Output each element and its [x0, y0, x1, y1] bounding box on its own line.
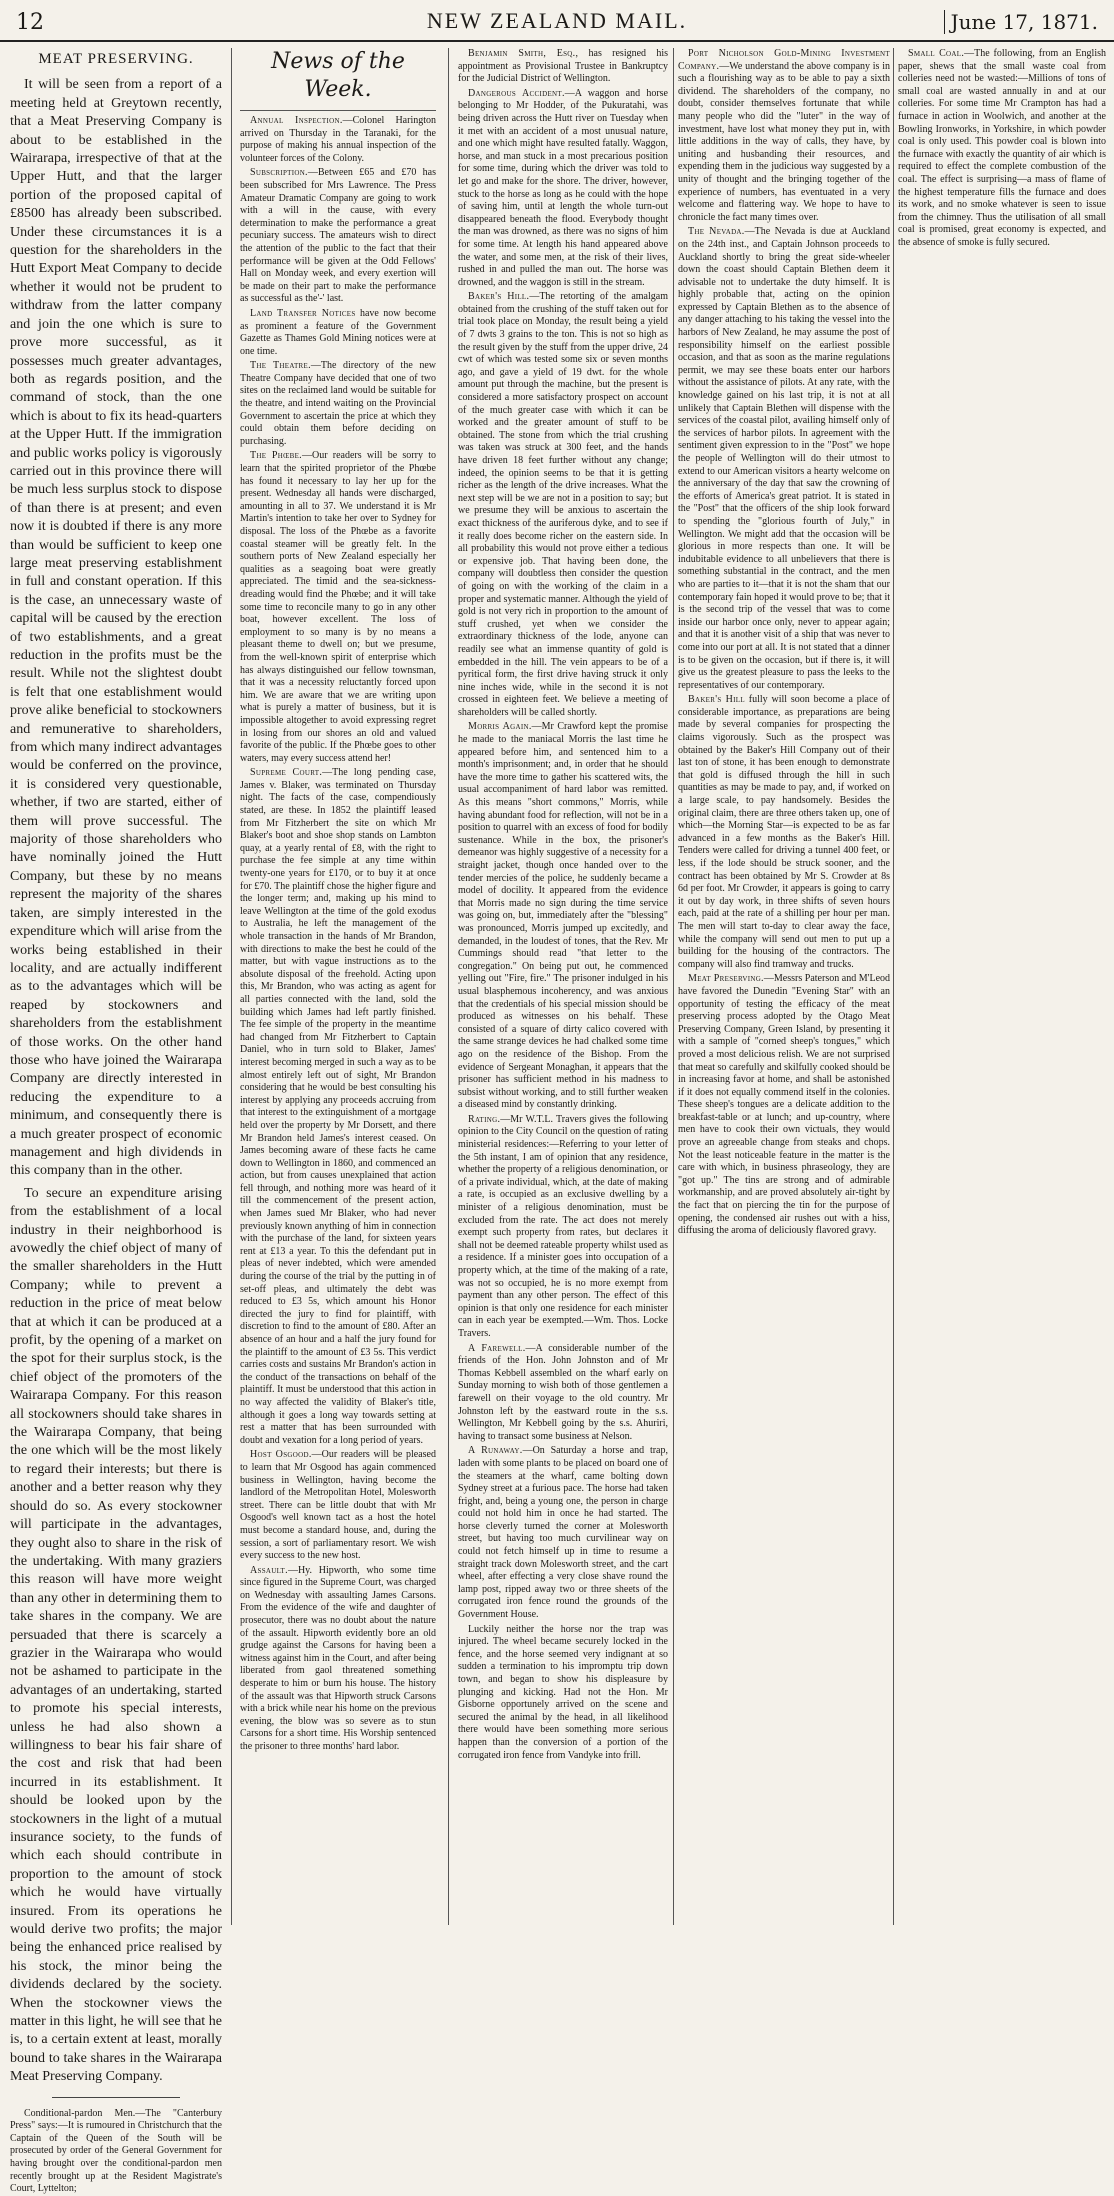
news-item [458, 1624, 668, 1763]
news-item-title: Assault. [250, 1564, 288, 1576]
news-item-title: Baker's Hill [688, 694, 745, 706]
news-item-title: Rating. [468, 1113, 501, 1125]
news-column-2 [458, 48, 668, 1925]
news-item-body: —The long pending case, James v. Blaker, was terminated on Thursday night. The facts of the case, compendiously stated, are these. In 1852 the plaintiff leased from Mr Fitzherbert the site on which Mr Blaker's boot and shoe shop stands on Lambton quay, at a yearly rental of £8, with the right to purchase the fee simple at any time within twenty-one years for £170, or to buy it at once for £70. The plaintiff chose the higher figure and the longer term; and, making up his mind to leave Wellington at the time of the gold exodus to Australia, he left the management of the whole transaction in the hands of Mr Brandon, with directions to make the best he could of the matter, but with vague instructions as to the absolute disposal of the freehold. Acting upon this, Mr Brandon, who was acting as agent for all parties connected with the land, sold the building which James had left partly finished. The fee simple of the property in the meantime had changed from Mr Fitzherbert to Captain Daniel, who in turn sold to Blaker, James' interest becoming merged in such a way as to be almost entirely left out of sight, Mr Brandon considering that he would be best consulting his interest by applying any proceeds accruing from that interest to the extinguishment of a mortgage held over the property by Mr Dorsett, and there Mr Brandon held James's interest ceased. On James becoming aware of these facts he came down to Wellington in 1860, and commenced an action, but from causes unexplained that action fell through, and nothing more was heard of it till the commencement of the present action, when James sued Mr Blaker, who had never previously known anything of him in connection with the purchase of the land, for sixteen years rent at £13 a year. To this the defendant put in pleas of never indebted, which were amended during the course of the trial by the putting in of set-off pleas, and ultimately the debt was reduced to £3 5s, which amount his Honor directed the jury to find for plaintiff, with discretion to find to the amount of £80. After an absence of an hour and a half the jury found for the plaintiff to the amount of £3 5s. This verdict carries costs and sustains Mr Brandon's action in the conduct of the transactions on behalf of the plaintiff. It must be understood that this action in no way affected the validity of Blaker's title, although it goes a long way towards setting at rest a matter that has been surrounded with doubt and vexation for a long period of years. [240, 767, 436, 1446]
news-item-body: —On Saturday a horse and trap, laden with some plants to be placed on board one of the steamers at the wharf, came bolting down Sydney street at a furious pace. The horse had taken fright, and, being a young one, the person in charge could not hold him in once he had started. The horse cleverly turned the corner at Molesworth street, but having too much curvilinear way on could not fetch himself up in time to resume a straight track down Molesworth street, and the cart wheel, after effecting a very close shave round the lamp post, ripped away two or three sheets of the corrugated iron fence round the grounds of the Government House. [458, 1445, 668, 1621]
news-item [240, 450, 436, 765]
news-item [898, 48, 1106, 250]
news-item-title: Land Transfer Notices [250, 307, 356, 319]
news-item [678, 694, 890, 971]
news-of-the-week-banner: News of the Week. [240, 48, 436, 111]
news-item [678, 48, 890, 224]
news-item-body: —Colonel Harington arrived on Thursday in the Taranaki, for the purpose of making his annual inspection of the volunteer forces of the Colony. [240, 115, 437, 164]
news-item-title: The Phœbe. [250, 450, 302, 462]
news-item [458, 1343, 668, 1444]
news-item-body: —The Nevada is due at Auckland on the 24th inst., and Captain Johnson proceeds to Auckland shortly to bring the great side-wheeler down the coast should Captain Blethen deem it advisable not to undertake the duty himself. It is highly probable that, acting on the opinion expressed by Captain Blethen as to the absence of any danger attaching to his taking the vessel into the harbors of New Zealand, he may assume the post of responsibility himself on the earliest possible occasion, and that as soon as the marine regulations permit, we may see these boats enter our harbors without the assistance of pilots. At any rate, with the knowledge gained on his last trip, it is not at all unlikely that Captain Blethen will dispense with the services of the coastal pilot, availing himself only of the services of harbor pilots. In agreement with the sentiment given expression to in the "Post" we hope the people of Wellington will do their utmost to extend to our American visitors a hearty welcome on the anniversary of the day that saw the crowning of the efforts of America's great patriot. It is stated in the "Post" that the officers of the ship look forward to spending the "glorious fourth of July," in Wellington. We might add that the occasion will be glorious in more respects than one. It will be indubitable evidence to all unbelievers that there is something substantial in the contract, and the men who are parties to it—that it is not the sham that our contemporary fain hoped it would prove to be; that it is the second trip of the vessel that was to come inside our harbor once only, never to appear again; and that it is another visit of a ship that was never to come into our port at all. It is not stated that a dinner is to be given on the occasion, but if there is, it will give us the greatest pleasure to pass the leeks to the representatives of our contemporary. [678, 226, 890, 691]
news-item-title: Annual Inspection. [250, 115, 343, 126]
date-text: June 17, 1871. [944, 10, 1098, 34]
news-item [678, 226, 890, 692]
conditional-pardon-item: Conditional-pardon Men.—The "Canterbury Press" says:—It is rumoured in Christchurch that the Captain of the Queen of the South will be prosecuted by order of the General Government for having brought over the conditional-pardon men recently brought up at the Resident Magistrate's Court, Lyttelton; [10, 2107, 222, 2195]
news-item-body: —A waggon and horse belonging to Mr Hodder, of the Pukuratahi, was being driven across the Hutt river on Tuesday when it met with an accident of a most unusual nature, and one which might have resulted fatally. Waggon, horse, and man stuck in a most precarious position for some time, during which the driver was told to let go and make for the shore. The driver, however, stuck to the horse as long as he could with the hope of saving him, until at length the whole turn-out disappeared beneath the flood. Everybody thought the man was drowned, as there was no signs of him for some time. At length his hand appeared above the water, and some men, at the risk of their lives, rushed in and pulled the man out. The horse was drowned, and the waggon is still in the stream. [458, 87, 668, 288]
article-heading: MEAT PRESERVING. [38, 51, 194, 67]
news-item-body: have now become as prominent a feature of the Government Gazette as Thames Gold Mining notices were at one time. [240, 307, 436, 357]
masthead [0, 0, 1114, 42]
news-item-title: Host Osgood. [250, 1449, 312, 1461]
news-column-4 [898, 48, 1106, 1925]
news-item-title: Meat Preserving. [688, 973, 764, 985]
news-item-body: —The following, from an English paper, shews that the small waste coal from colleries need not be wasted:—Millions of tons of small coal are wasted annually in and at our colleries. For some time Mr Crampton has had a furnace in action in Woolwich, and another at the Bowling Ironworks, in Yorkshire, in which powder coal is only used. This powder coal is blown into the furnace with exactly the quantity of air which is required to effect the complete combustion of the coal. The effect is surprising—a mass of flame of the highest temperature fills the furnace and does its work, and no smoke whatever is seen to issue from the chimney. Thus the utilisation of all small coal is promised, great economy is expected, and the absence of smoke is fully secured. [898, 48, 1106, 248]
news-item [240, 360, 436, 448]
column-rule [448, 48, 449, 1925]
news-item [240, 767, 436, 1447]
article-paragraph: It will be seen from a report of a meeting held at Greytown recently, that a Meat Preserving Company is about to be established in the Wairarapa, irrespective of that at the Upper Hutt, and that the larger portion of the proposed capital of £8500 has already been subscribed. Under these circumstances it is a question for the shareholders in the Hutt Export Meat Company to decide whether it would not be prudent to withdraw from the latter company and join the one which is sure to prove more successful, as it possesses much greater advantages, both as regards position, and the command of stock, than the one which is about to fix its head-quarters at the Upper Hutt. If the immigration and public works policy is vigorously carried out in this province there will be much less surplus stock to dispose of than there is at present; and even now it is doubted if there is any more than would be sufficient to keep one large meat preserving establishment in full and constant operation. If this is the case, an unnecessary waste of capital will be caused by the erection of two establishments, and a great reduction in the profits must be the result. While not the slightest doubt is felt that one establishment would prove alike beneficial to stockowners and remunerative to shareholders, from which many indirect advantages would be conferred on the province, it is considered very questionable, whether, if two are started, either of them will prove successful. The majority of those shareholders who have nominally joined the Hutt Company, but these by no means represent the majority of the shares taken, are simply interested in the expenditure which will arise from the works being established in their locality, and are actually indifferent as to the advantages which will be reaped by stockowners and shareholders from the establishment of those works. On the other hand those who have joined the Wairarapa Company are directly interested in reducing the expenditure to a minimum, and consequently there is a much greater prospect of economic management and high dividends in this company than in the other. [10, 77, 222, 1179]
news-item-title: The Nevada. [688, 226, 745, 238]
news-item-body: —Our readers will be sorry to learn that the spirited proprietor of the Phœbe has found it necessary to lay her up for the present. Wednesday all hands were discharged, amounting in all to 37. We understand it is Mr Martin's intention to take her over to Sydney for disposal. The loss of the Phœbe as a favorite coastal steamer will be greatly felt. In the southern ports of New Zealand especially her qualities as a seagoing boat were greatly appreciated. The timid and the sea-sickness-dreading would find the Phœbe; and it will take some time to reconcile many to go in any other boat, however excellent. The loss of employment to so many is by no means a pleasant theme to dwell on; but we presume, from the well-known spirit of enterprise which has always distinguished our fellow townsman, that it was a necessity reluctantly forced upon him. We are aware that we are writing upon what is purely a matter of business, but it is impossible altogether to avoid expressing regret in losing from our shores an old and valued favorite of the public. If the Phœbe goes to other waters, may every success attend her! [240, 450, 436, 764]
news-item-title: Supreme Court. [250, 767, 323, 779]
news-item-title: Port Nicholson Gold-Mining Investment Company. [678, 48, 890, 72]
news-item-body: —The directory of the new Theatre Company have decided that one of two sites on the reclaimed land would be suitable for the theatre, and intend waiting on the Provincial Government to ascertain the price at which they could obtain them before deciding on purchasing. [240, 360, 436, 447]
news-item-title: A Farewell. [468, 1342, 526, 1354]
page-number: 12 [16, 10, 44, 35]
news-item [458, 88, 668, 290]
article-paragraph: To secure an expenditure arising from the establishment of a local industry in their neighborhood is avowedly the chief object of many of the smaller shareholders in the Hutt Company; while to prevent a reduction in the price of meat below that at which it can be produced at a profit, by the opening of a market on the spot for their surplus stock, is the chief object of the promoters of the Wairarapa Company. For this reason all stockowners should take shares in the Wairarapa Company, that being the one which will be the most likely to regard their interests; but there is another and a better reason why they should do so. As every stockowner will participate in the advantages, they ought also to share in the risk of the undertaking. With many graziers this reason will have more weight than any other in determining them to take shares in the company. We are persuaded that there is scarcely a grazier in the Wairarapa who would not be ashamed to participate in the advantages of an undertaking, started to promote his special interests, unless he had also shown a willingness to bear his fair share of the cost and risk that had been incurred in its establishment. It should be looked upon by the stockowners in the light of a mutual insurance society, to the funds of which each should contribute in proportion to the amount of stock which he would have virtually insured. From its operations he would derive two profits; the major being the enhanced price realised by his stock, the minor being the dividends declared by the society. When the stockowner views the matter in this light, he will see that he is, to a certain extent at least, morally bound to take shares in the Wairarapa Meat Preserving Company. [10, 1185, 222, 2085]
column-rule [893, 48, 894, 1925]
news-item [458, 48, 668, 86]
news-item-title: Baker's Hill. [468, 291, 530, 303]
publication-date [944, 10, 1098, 34]
news-item-body: —Messrs Paterson and M'Leod have favored the Dunedin "Evening Star" with an opportunity of testing the efficacy of the meat preserving process adopted by the Otago Meat Preserving Company, Green Island, by presenting it with a sample of "corned sheep's tongues," which proved a most delicious relish. We are not surprised that meat so carefully and skilfully cooked should be in increasing favor at home, and shall be astonished if it does not equally commend itself in the colonies. These sheep's tongues are a delicate addition to the breakfast-table or at lunch; and up-country, where men have to cook their own victuals, they would prove an agreeable change from steaks and chops. Not the least noticeable feature in the matter is the care with which, in business phraseology, they are "got up." The tins are strong and of admirable workmanship, and are proved absolutely air-tight by the fact that on piercing the tin for the purpose of opening, the condensed air rushes out with a hiss, diffusing the aroma of deliciously flavored gravy. [678, 973, 891, 1237]
news-column-3 [678, 48, 890, 1925]
news-item [240, 115, 436, 165]
news-item [240, 308, 436, 358]
news-item-title: The Theatre. [250, 360, 311, 372]
column-rule [231, 48, 232, 1925]
news-item-body: fully will soon become a place of considerable importance, as preparations are being made by several companies for prospecting the claims vigorously. Such as the prospect was obtained by the Baker's Hill Company out of their last ton of stone, it has been enough to demonstrate that gold is diffused through the hill in such quantities as may be made to pay, and, if worked on a large scale, to pay handsomely. Besides the original claim, there are three others taken up, one of which—the Morning Star—is expected to be as far advanced in a few months as the Baker's Hill. Tenders were called for driving a tunnel 400 feet, or less, if the lode should be struck sooner, and the contract has been obtained by Mr S. Crowder at 8s 6d per foot. Mr Crowder, it appears is going to carry it out by day work, in three shifts of seven hours each, paid at the rate of a shilling per hour per man. The men will start to-day to clear away the face, while the company will send out men to put up a building for the housing of the contractors. The company will also find tramway and trucks. [678, 694, 890, 970]
news-item [458, 1114, 668, 1341]
news-item-title: Benjamin Smith, Esq., [468, 48, 579, 59]
news-item-body: —Mr Crawford kept the promise he made to the maniacal Morris the last time he appeared before him, and sentenced him to a month's imprisonment; and, in order that he should have the more time to gather his scattered wits, the usual accompaniment of hard labor was remitted. As this means "short commons," Morris, while having abundant food for reflection, will not be in a position to quarrel with an excess of food for bodily sustenance. While in the box, the prisoner's demeanor was highly suggestive of a necessity for a straight jacket, though once handed over to the tender mercies of the police, he suddenly became a model of docility. It appeared from the evidence that Morris made no sign during the time service was going on, but, immediately after the "blessing" was pronounced, Morris jumped up excitedly, and demanded, in the loudest of tones, that the Rev. Mr Cummings should read "that letter to the congregation." On being put out, he commenced yelling out "Fire, fire." The prisoner indulged in his usual blasphemous incoherency, and was anxious that the credentials of his special mission should be produced as witnesses on his behalf. These consisted of a square of dirty calico covered with the same strange devices he had chalked some time ago on the residence of the Bishop. From the evidence of Sergeant Monaghan, it appears that the prisoner has sufficient method in his madness to subsist without working, and to still further weaken a diseased mind by constantly drinking. [458, 721, 668, 1111]
column-rule [673, 48, 674, 1925]
news-item-body: —We understand the above company is in such a flourishing way as to be able to pay a sixth dividend. The shareholders of the company, no doubt, consider themselves fortunate that while many people who did the "luter" in the way of investment, have lost what money they put in, with little additions in the way of calls, they have, by uniting and husbanding their resources, and expending them in the judicious way suggested by a unity of thought and the bringing together of the experience of numbers, has eventuated in a very welcome and flattering way. We hope to have to chronicle the fact many times over. [678, 60, 890, 223]
news-item-body: —Our readers will be pleased to learn that Mr Osgood has again commenced business in Wellington, having become the landlord of the Metropolitan Hotel, Molesworth street. There can be little doubt that with Mr Osgood's well known tact as a host the hotel must become a standard house, and, during the session, a sort of parliamentary resort. We wish every success to the new host. [240, 1449, 436, 1562]
news-item-title: Morris Again. [468, 721, 532, 733]
news-item [458, 1445, 668, 1621]
news-item [458, 291, 668, 719]
news-item-title: Small Coal. [908, 48, 965, 59]
paper-name: NEW ZEALAND MAIL. [426, 8, 688, 33]
news-item-body: —A considerable number of the friends of the Hon. John Johnston and of Mr Thomas Kebbell assembled on the wharf early on Sunday morning to wish both of those gentlemen a farewell on their voyage to the old country. Mr Johnston left by the eastward route in the s.s. Wellington, Mr Kebbell going by the s.s. Ahuriri, having to transact some business at Nelson. [458, 1342, 668, 1442]
meat-preserving-column [10, 48, 222, 2195]
news-item [678, 973, 890, 1237]
news-column-1 [240, 48, 436, 1925]
news-item-body: Luckily neither the horse nor the trap was injured. The wheel became securely locked in the fence, and the horse seemed very indignant at so sudden a termination to his impromptu trip down town, and began to show his displeasure by plunging and kicking. Had not the Hon. Mr Gisborne opportunely arrived on the scene and secured the animal by the head, in all likelihood there would have been something more serious happen than the conversion of a portion of the corrugated iron fence from Vandyke into frill. [458, 1623, 668, 1761]
news-item [240, 1565, 436, 1754]
news-item [240, 167, 436, 306]
news-item-body: —Mr W.T.L. Travers gives the following opinion to the City Council on the question of rating ministerial residences:—Referring to your letter of the 5th instant, I am of opinion that any residence, whether the property of a religious denomination, or of a private individual, which, at the date of making a rate, is occupied as an exclusive dwelling by a minister of a religious denomination, must be excluded from the rate. The act does not merely exempt such property from rates, but declares it shall not be deemed rateable property whilst used as a residence. If a minister goes into occupation of a property which, at the time of the making of a rate, was not so occupied, he is no more exempt from payment than any other person. The effect of this opinion is that only one residence for each minister can in each year be exempted.—Wm. Thos. Locke Travers. [458, 1113, 668, 1339]
news-item-title: A Runaway. [468, 1445, 523, 1457]
divider [52, 2097, 179, 2098]
news-item-title: Dangerous Accident. [468, 87, 565, 99]
news-item [240, 1449, 436, 1562]
news-item-title: Subscription. [250, 167, 308, 179]
news-item-body: —Between £65 and £70 has been subscribed for Mrs Lawrence. The Press Amateur Dramatic Company are going to work with a will in the cause, with every determination to make the performance a great pecuniary success. The amateurs wish to direct the attention of the public to the fact that their performance will be given at the Odd Fellows' Hall on Monday week, and every exertion will be made on their part to make the performance as successful as the'-' last. [240, 167, 436, 305]
news-item [458, 721, 668, 1111]
news-item-body: —Hy. Hipworth, who some time since figured in the Supreme Court, was charged on Wednesday with assaulting James Carsons. From the evidence of the wife and daughter of prosecutor, there was no doubt about the nature of the assault. Hipworth evidently bore an old grudge against the Carsons for having been a witness against him in the Court, and after being liberated from gaol threatened something desperate to him or burn his house. The history of the assault was that Hipworth struck Carsons with a brick while near his home on the previous evening, the blow was so severe as to stun Carsons for a short time. His Worship sentenced the prisoner to three months' hard labor. [240, 1564, 436, 1752]
news-item-body: —The retorting of the amalgam obtained from the crushing of the stuff taken out for trial took place on Monday, the result being a yield of 7 dwts 3 grains to the ton. This is not so high as the result given by the stuff from the upper drive, 24 cwt of which was tested some six or seven months ago, and gave a yield of 19 dwt. for the whole amount put through the machine, but the present is considered a more satisfactory prospect on account of the much greater case with which it can be worked and the greater amount of stuff to be obtained. The stone from which the trial crushing was taken was struck at 300 feet, and the hands have driven 18 feet further without any change; indeed, the opinion seems to be that it is getting richer as the length of the drive increases. What the next step will be we are not in a position to say; but we presume they will be anxious to ascertain the exact thickness of the auriferous dyke, and to see if it really does become richer on the eastern side. In all probability this would not prove either a tedious or expensive job. That having been done, the company will doubtless then consider the question of going on with the working of the claim in a proper and systematic manner. Although the yield of gold is not very rich in proportion to the amount of stuff crushed, yet when we consider the extraordinary thickness of the lode, anyone can readily see what an immense quantity of gold is embedded in the hill. The vein appears to be of a pyritical form, the first drive having struck it only nine inches wide, while in the second it is not crossed in eighteen feet. We believe a meeting of shareholders will be called shortly. [458, 291, 668, 718]
news-item-body: has resigned his appointment as Provisional Trustee in Bankruptcy for the Judicial District of Wellington. [458, 48, 668, 85]
